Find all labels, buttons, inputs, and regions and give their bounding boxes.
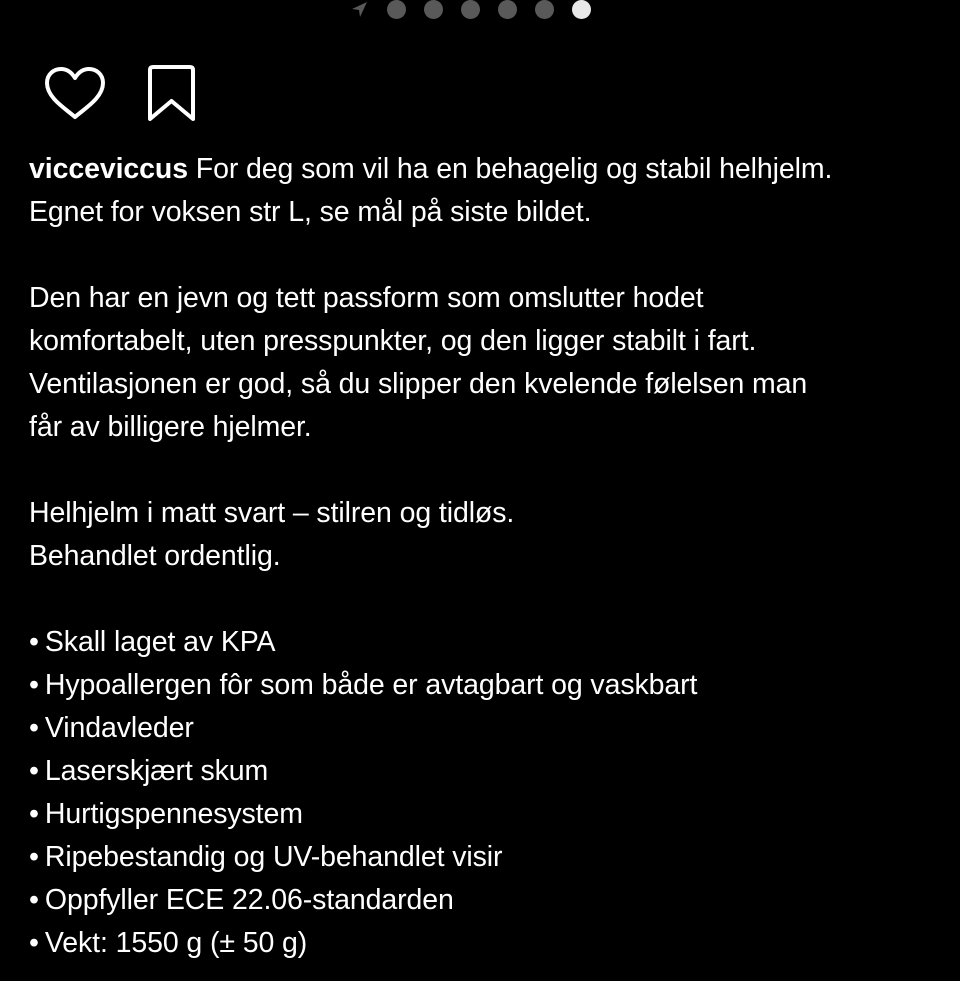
- feature-text: Hurtigspennesystem: [44, 798, 303, 830]
- caption-text-line: Helhjelm i matt svart – stilren og tidløs.: [29, 497, 515, 529]
- carousel-dot[interactable]: [498, 0, 517, 19]
- feature-text: Vekt: 1550 g (± 50 g): [44, 927, 308, 959]
- feature-item: [29, 879, 949, 922]
- bullet-icon: •: [29, 755, 39, 787]
- feature-item: [29, 621, 949, 664]
- bullet-icon: •: [29, 927, 39, 959]
- bullet-icon: •: [29, 712, 39, 744]
- caption-size-line: Egnet for voksen str L, se mål på siste bildet.: [29, 196, 592, 228]
- caption-intro: For deg som vil ha en behagelig og stabil helhjelm.: [195, 153, 833, 185]
- carousel-dot[interactable]: [424, 0, 443, 19]
- caption-text-line: Den har en jevn og tett passform som omslutter hodet: [29, 282, 704, 314]
- feature-item: [29, 922, 949, 965]
- carousel-dot-active[interactable]: [572, 0, 591, 19]
- feature-item: [29, 664, 949, 707]
- bullet-icon: •: [29, 669, 39, 701]
- heart-icon: [42, 64, 108, 126]
- feature-item: [29, 750, 949, 793]
- feature-text: Ripebestandig og UV-behandlet visir: [44, 841, 503, 873]
- bookmark-icon: [140, 64, 206, 126]
- feature-text: Skall laget av KPA: [44, 626, 276, 658]
- save-button[interactable]: [140, 64, 206, 126]
- bullet-icon: •: [29, 798, 39, 830]
- feature-text: Hypoallergen fôr som både er avtagbart og vaskbart: [44, 669, 698, 701]
- bullet-icon: •: [29, 626, 39, 658]
- carousel-dot[interactable]: [535, 0, 554, 19]
- carousel-dot[interactable]: [461, 0, 480, 19]
- bullet-icon: •: [29, 884, 39, 916]
- feature-list: [29, 621, 949, 965]
- image-carousel-indicator: [0, 0, 960, 22]
- feature-text: Vindavleder: [44, 712, 194, 744]
- caption-text-line: Ventilasjonen er god, så du slipper den kvelende følelsen man: [29, 368, 808, 400]
- carousel-dot[interactable]: [387, 0, 406, 19]
- caption-text-line: komfortabelt, uten presspunkter, og den ligger stabilt i fart.: [29, 325, 757, 357]
- post-caption: [29, 148, 949, 965]
- caption-text-line: får av billigere hjelmer.: [29, 411, 312, 443]
- username-link[interactable]: vicceviccus: [29, 153, 188, 185]
- feature-item: [29, 707, 949, 750]
- feature-text: Oppfyller ECE 22.06-standarden: [44, 884, 454, 916]
- like-button[interactable]: [42, 64, 108, 126]
- caption-intro-line: [29, 148, 949, 191]
- feature-item: [29, 793, 949, 836]
- bullet-icon: •: [29, 841, 39, 873]
- feature-item: [29, 836, 949, 879]
- navigation-arrow-icon: [349, 0, 369, 20]
- caption-text-line: Behandlet ordentlig.: [29, 540, 281, 572]
- feature-text: Laserskjært skum: [44, 755, 269, 787]
